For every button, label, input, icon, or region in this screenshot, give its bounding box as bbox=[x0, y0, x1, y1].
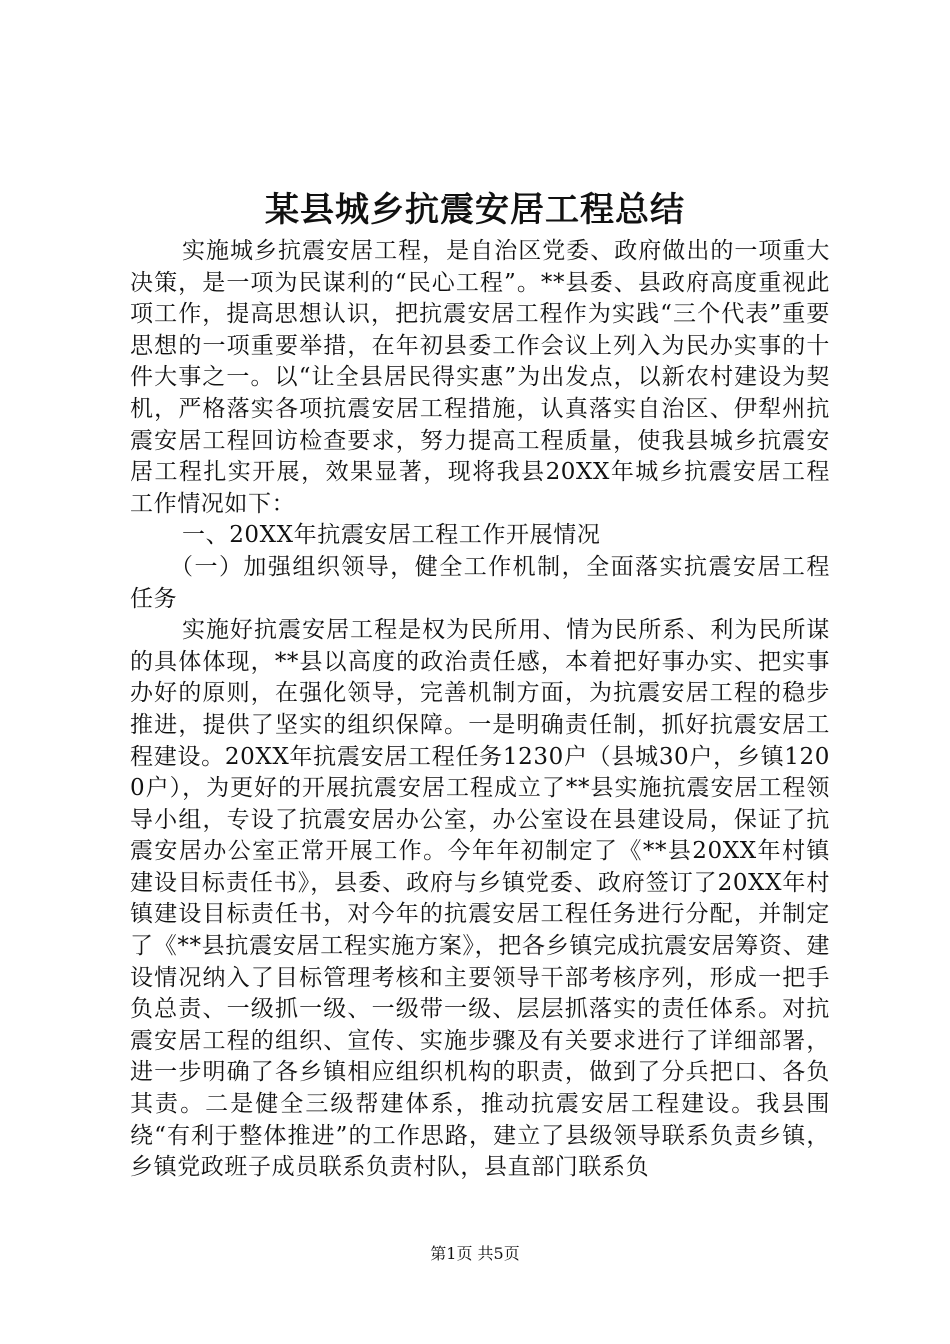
paragraph-intro: 实施城乡抗震安居工程，是自治区党委、政府做出的一项重大决策，是一项为民谋利的“民心工程”。**县委、县政府高度重视此项工作，提高思想认识，把抗震安居工程作为实践“三个代表”重要思想的一项重要举措，在年初县委工作会议上列入为民办实事的十件大事之一。以“让全县居民得实惠”为出发点，以新农村建设为契机，严格落实各项抗震安居工程措施，认真落实自治区、伊犁州抗震安居工程回访检查要求，努力提高工程质量，使我县城乡抗震安居工程扎实开展，效果显著，现将我县20XX年城乡抗震安居工程工作情况如下： bbox=[130, 238, 830, 517]
document-title: 某县城乡抗震安居工程总结 bbox=[265, 190, 685, 230]
subsection-heading-1: （一）加强组织领导，健全工作机制，全面落实抗震安居工程任务 bbox=[130, 553, 830, 612]
section-heading-1: 一、20XX年抗震安居工程工作开展情况 bbox=[182, 522, 601, 549]
paragraph-body: 实施好抗震安居工程是权为民所用、情为民所系、利为民所谋的具体体现，**县以高度的政治责任感，本着把好事办实、把实事办好的原则，在强化领导，完善机制方面，为抗震安居工程的稳步推进，提供了坚实的组织保障。一是明确责任制，抓好抗震安居工程建设。20XX年抗震安居工程任务1230户（县城30户，乡镇1200户），为更好的开展抗震安居工程成立了**县实施抗震安居工程领导小组，专设了抗震安居办公室，办公室设在县建设局，保证了抗震安居办公室正常开展工作。今年年初制定了《**县20XX年村镇建设目标责任书》，县委、政府与乡镇党委、政府签订了20XX年村镇建设目标责任书，对今年的抗震安居工程任务进行分配，并制定了《**县抗震安居工程实施方案》，把各乡镇完成抗震安居筹资、建设情况纳入了目标管理考核和主要领导干部考核序列，形成一把手负总责、一级抓一级、一级带一级、层层抓落实的责任体系。对抗震安居工程的组织、宣传、实施步骤及有关要求进行了详细部署，进一步明确了各乡镇相应组织机构的职责，做到了分兵把口、各负其责。二是健全三级帮建体系，推动抗震安居工程建设。我县围绕“有利于整体推进”的工作思路，建立了县级领导联系负责乡镇，乡镇党政班子成员联系负责村队，县直部门联系负 bbox=[130, 617, 830, 1181]
page-number-footer: 第1页 共5页 bbox=[430, 1244, 520, 1263]
document-body bbox=[130, 236, 830, 1184]
